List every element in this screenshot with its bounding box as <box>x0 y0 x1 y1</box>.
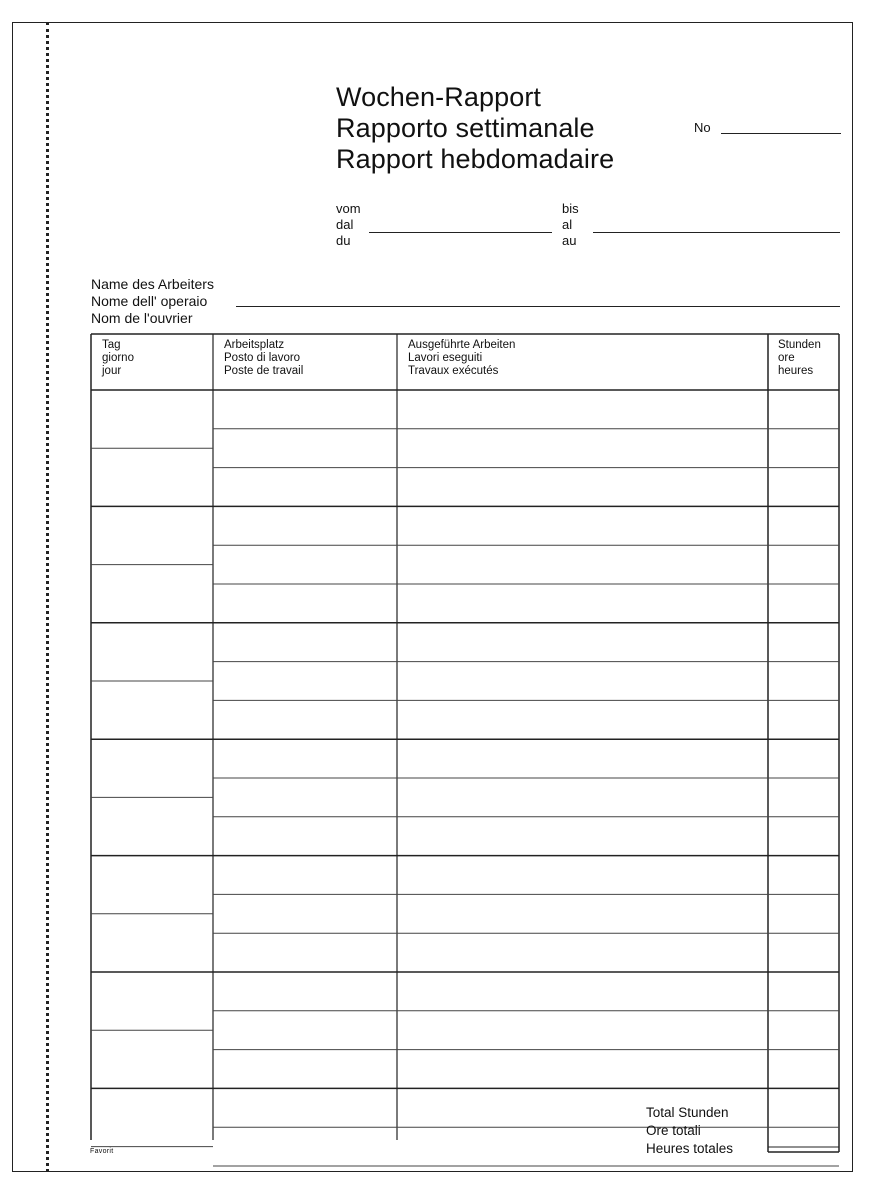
worker-label-fr: Nom de l'ouvrier <box>91 310 193 326</box>
title-italian: Rapporto settimanale <box>336 113 595 143</box>
header-workplace-de: Arbeitsplatz <box>224 339 285 351</box>
header-workplace-it: Posto di lavoro <box>224 352 301 364</box>
from-label-fr: du <box>336 233 351 248</box>
worker-label-it: Nome dell' operaio <box>91 293 208 309</box>
header-workplace-fr: Poste de travail <box>224 365 304 377</box>
header-work-de: Ausgeführte Arbeiten <box>408 339 516 351</box>
publisher-mark: Favorit <box>90 1148 114 1155</box>
header-day-it: giorno <box>102 352 134 364</box>
total-hours-label <box>646 1104 733 1158</box>
header-hours-de: Stunden <box>778 339 821 351</box>
header-hours-it: ore <box>778 352 795 364</box>
title-french: Rapport hebdomadaire <box>336 144 615 174</box>
header-hours <box>778 339 821 378</box>
header-day-fr: jour <box>102 365 122 377</box>
header-workplace <box>224 339 303 378</box>
header-work-it: Lavori eseguiti <box>408 352 483 364</box>
to-label-fr: au <box>562 233 577 248</box>
worker-label-de: Name des Arbeiters <box>91 276 214 292</box>
header-day <box>102 339 134 378</box>
total-label-it: Ore totali <box>646 1123 701 1138</box>
header-day-de: Tag <box>102 339 121 351</box>
header-work-fr: Travaux exécutés <box>408 365 499 377</box>
from-label-it: dal <box>336 217 354 232</box>
title-german: Wochen-Rapport <box>336 82 542 112</box>
to-label-de: bis <box>562 201 579 216</box>
total-label-de: Total Stunden <box>646 1105 729 1120</box>
from-label-de: vom <box>336 201 361 216</box>
to-label-it: al <box>562 217 573 232</box>
number-label: No <box>694 120 711 135</box>
header-hours-fr: heures <box>778 365 814 377</box>
total-label-fr: Heures totales <box>646 1141 734 1156</box>
header-work-done <box>408 339 515 378</box>
